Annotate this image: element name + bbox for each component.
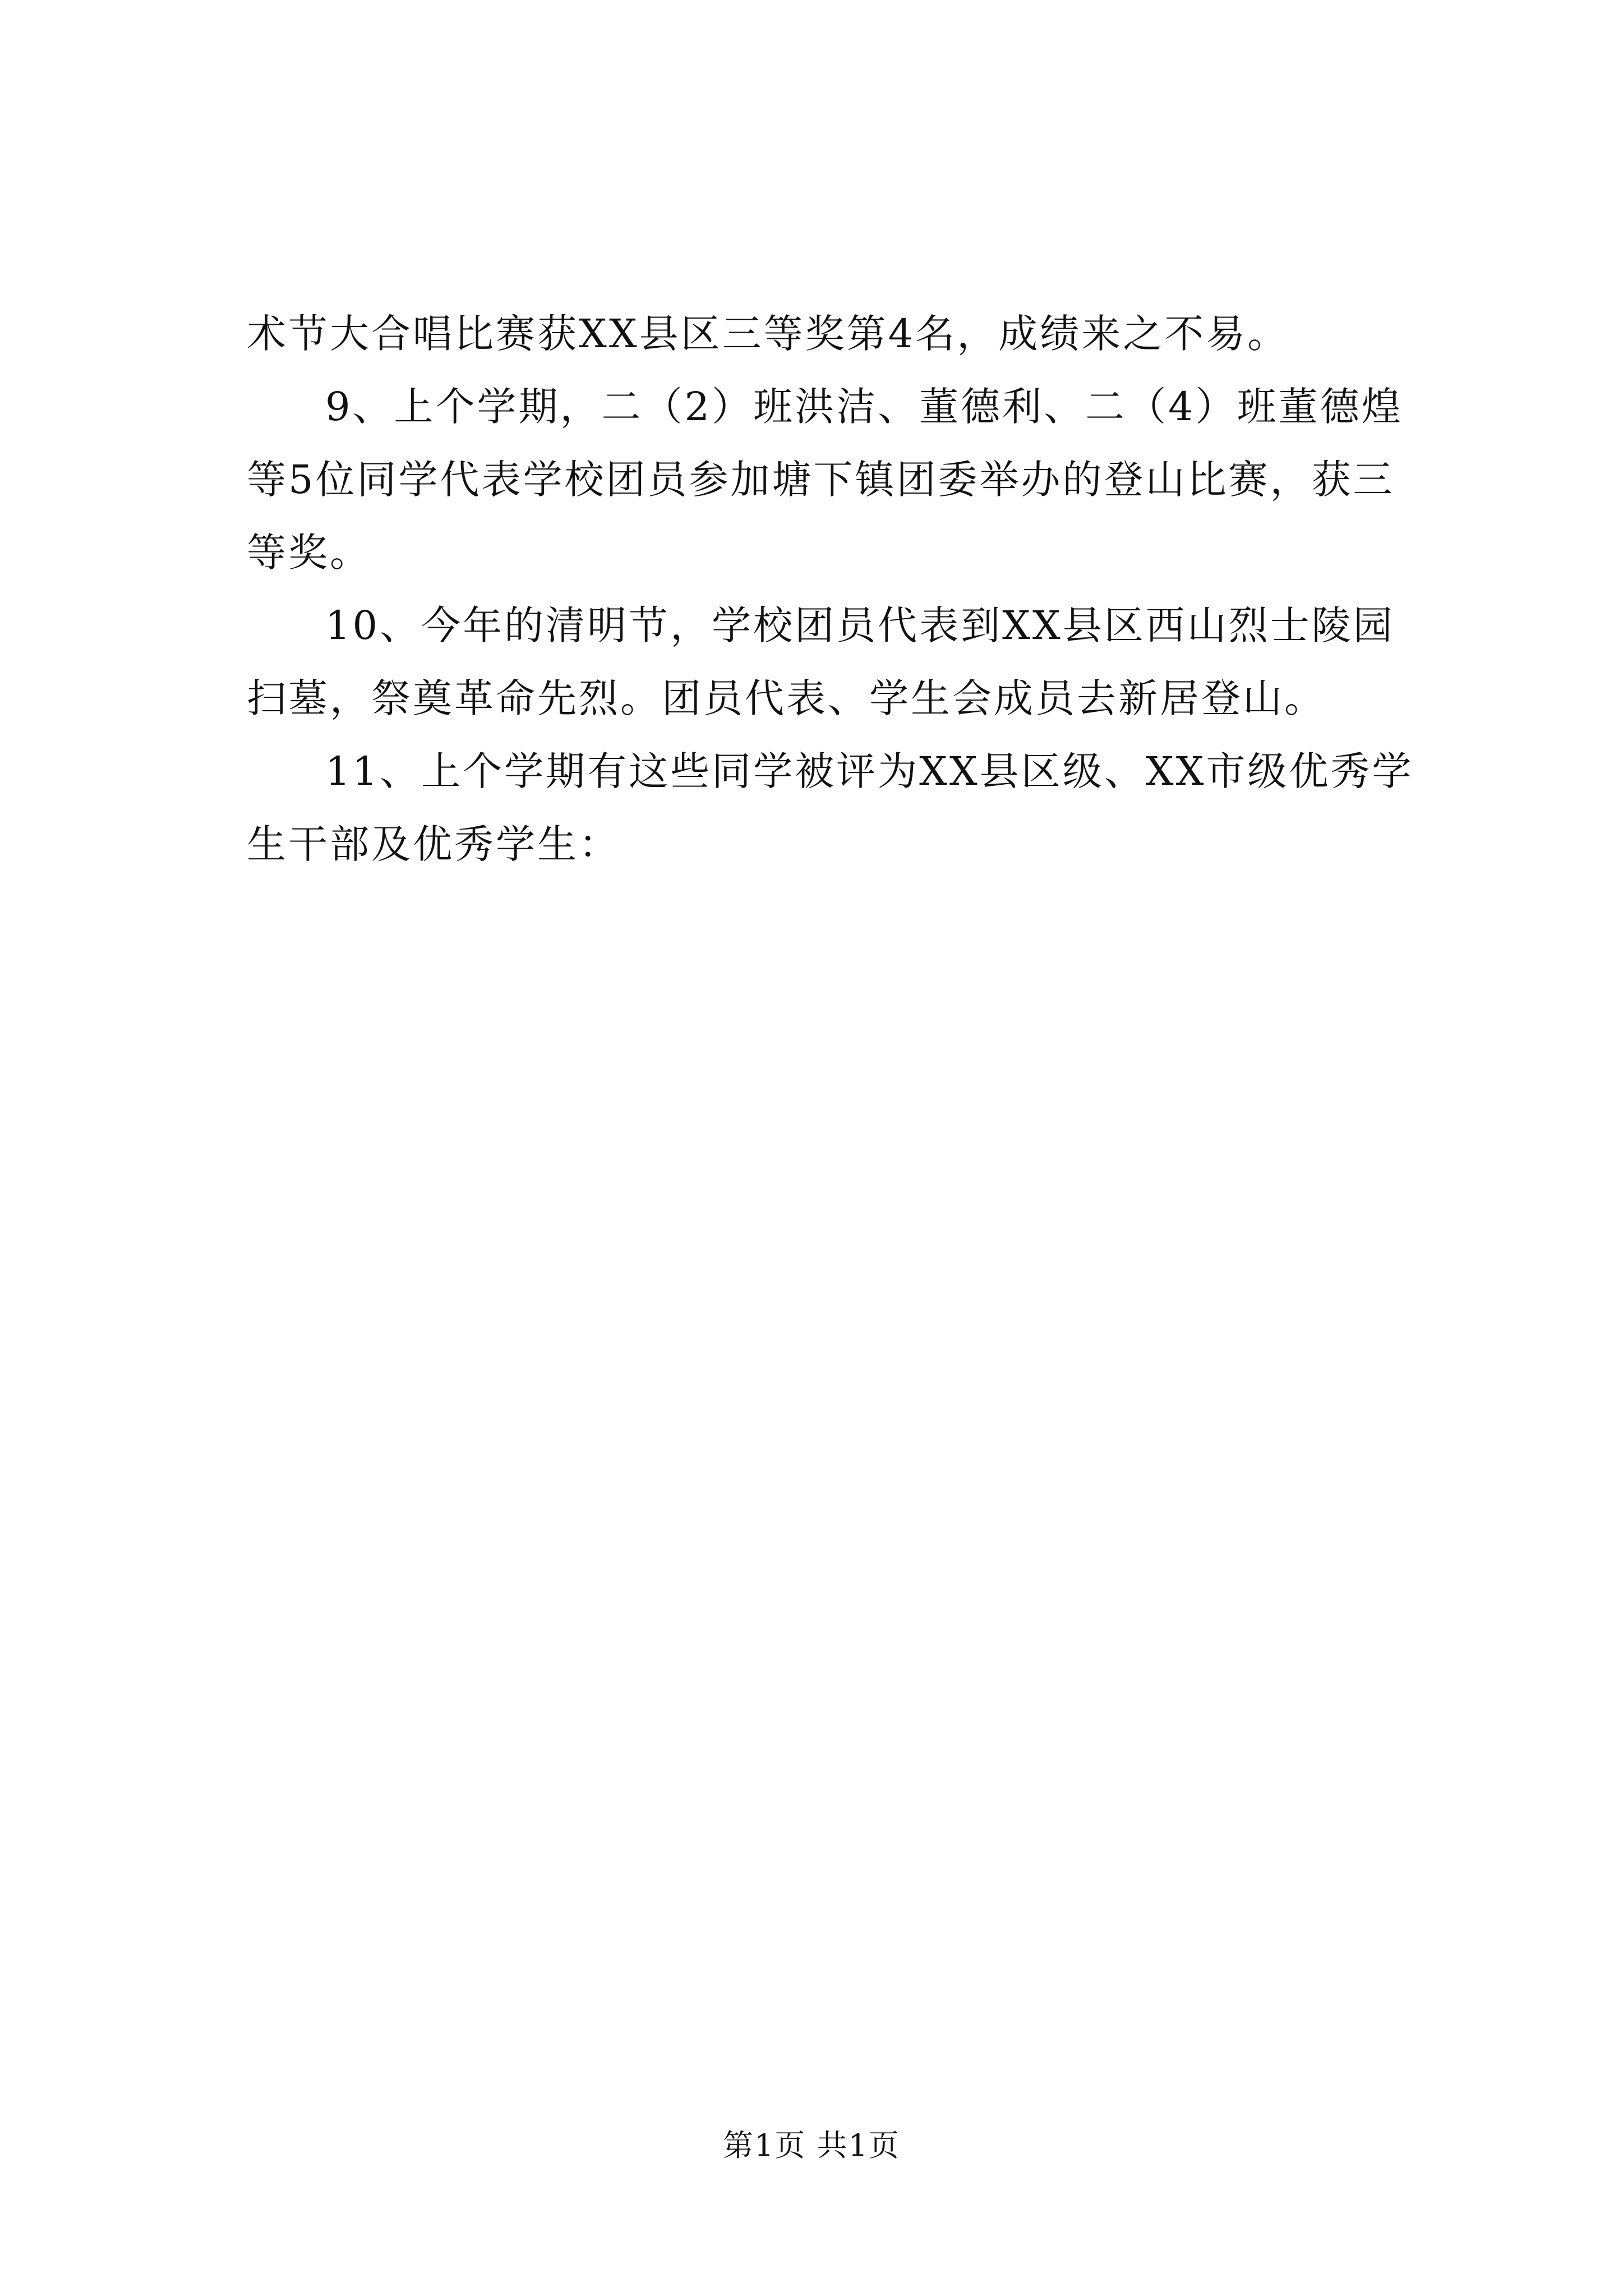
paragraph-item-9: 9、上个学期，二（2）班洪洁、董德利、二（4）班董德煌等5位同学代表学校团员参加塘下镇团委举办的登山比赛，获三等奖。 <box>247 384 1403 576</box>
document-body <box>247 297 1422 881</box>
paragraph-item-11: 11、上个学期有这些同学被评为XX县区级、XX市级优秀学生干部及优秀学生： <box>247 748 1414 867</box>
paragraph-continuation: 术节大合唱比赛获XX县区三等奖第4名，成绩来之不易。 <box>247 311 1289 357</box>
paragraph-item-10: 10、今年的清明节，学校团员代表到XX县区西山烈士陵园扫墓，祭奠革命先烈。团员代表、学生会成员去新居登山。 <box>247 602 1395 721</box>
page-number-footer: 第1页 共1页 <box>723 2128 900 2163</box>
